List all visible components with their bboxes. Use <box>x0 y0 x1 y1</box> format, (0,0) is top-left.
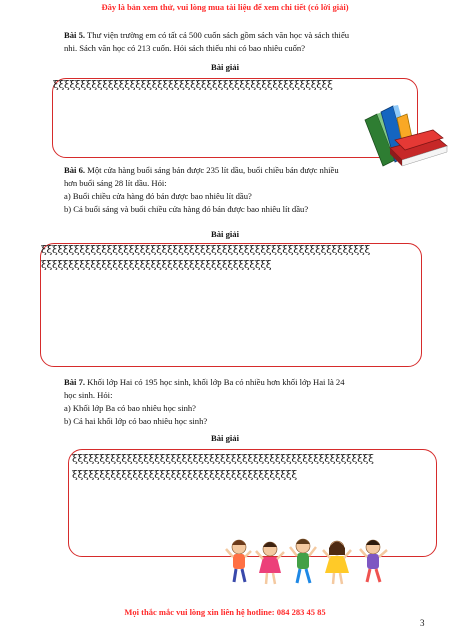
problem-5-number: Bài 5. <box>64 30 86 40</box>
problem-7-line-1: Khối lớp Hai có 195 học sinh, khối lớp Ba có nhiều hơn khối lớp Hai là 24 <box>87 377 345 387</box>
problem-7-line-4: b) Cả hai khối lớp có bao nhiêu học sinh? <box>64 416 208 426</box>
children-illustration <box>225 535 400 590</box>
problem-5-line-2: nhi. Sách văn học có 213 cuốn. Hỏi sách thiếu nhi có bao nhiêu cuốn? <box>64 43 306 53</box>
preview-notice: Đây là bản xem thử, vui lòng mua tài liệu để xem chi tiết (có lời giải) <box>101 2 349 12</box>
page-number: 3 <box>420 618 425 628</box>
problem-7-line-2: học sinh. Hỏi: <box>64 390 113 400</box>
problem-5-answer-line-1: ξξξξξξξξξξξξξξξξξξξξξξξξξξξξξξξξξξξξξξξξξξξξξξξξξξξ <box>53 79 333 91</box>
problem-5-text <box>64 29 394 55</box>
problem-7-line-3: a) Khối lớp Ba có bao nhiêu học sinh? <box>64 403 196 413</box>
problem-5-solution-heading: Bài giải <box>211 62 239 72</box>
problem-7-number: Bài 7. <box>64 377 86 387</box>
problem-6-answer-line-2: ξξξξξξξξξξξξξξξξξξξξξξξξξξξξξξξξξξξξξξξξξξ <box>41 259 272 271</box>
hotline-notice: Mọi thắc mắc vui lòng xin liên hệ hotline: 084 283 45 85 <box>124 607 326 617</box>
problem-6-line-2: hơn buổi sáng 28 lít dầu. Hỏi: <box>64 178 167 188</box>
problem-7-solution-heading: Bài giải <box>211 433 239 443</box>
problem-6-solution-heading: Bài giải <box>211 229 239 239</box>
problem-7-answer-line-1: ξξξξξξξξξξξξξξξξξξξξξξξξξξξξξξξξξξξξξξξξξξξξξξξξξξξξξξξ <box>72 453 374 465</box>
problem-7-text <box>64 376 394 428</box>
problem-5-line-1: Thư viện trường em có tất cả 500 cuốn sách gồm sách văn học và sách thiếu <box>87 30 350 40</box>
problem-7-answer-line-2: ξξξξξξξξξξξξξξξξξξξξξξξξξξξξξξξξξξξξξξξξξ <box>72 469 297 481</box>
problem-6-line-3: a) Buổi chiều cửa hàng đó bán được bao nhiêu lít dầu? <box>64 191 252 201</box>
problem-6-line-1: Một cửa hàng buổi sáng bán được 235 lít dầu, buổi chiều bán được nhiều <box>87 165 339 175</box>
problem-6-answer-line-1: ξξξξξξξξξξξξξξξξξξξξξξξξξξξξξξξξξξξξξξξξξξξξξξξξξξξξξξξξξξξξ <box>41 244 370 256</box>
problem-6-text <box>64 164 394 216</box>
problem-6-number: Bài 6. <box>64 165 86 175</box>
problem-6-line-4: b) Cả buổi sáng và buổi chiều cửa hàng đó bán được bao nhiêu lít dầu? <box>64 204 309 214</box>
